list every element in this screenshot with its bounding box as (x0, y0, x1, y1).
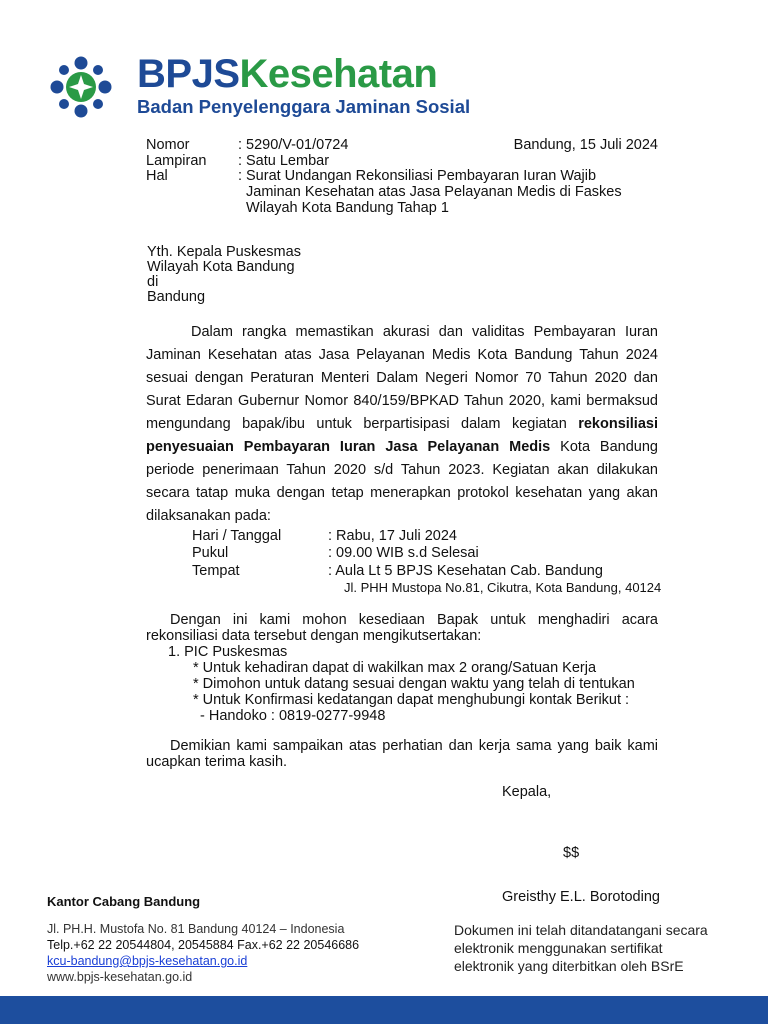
letter-date: Bandung, 15 Juli 2024 (513, 137, 658, 153)
signature-mark: $$ (563, 845, 580, 861)
brand-bpjs: BPJS (137, 52, 240, 96)
nomor-value: 5290/V-01/0724 (246, 137, 349, 153)
body-bold-text: rekonsiliasi penyesuaian Pembayaran Iuran Jasa Pelayanan Medis (146, 416, 658, 455)
body-paragraph (146, 321, 658, 528)
request-contact: - Handoko : 0819-0277-9948 (200, 708, 386, 724)
recipient-line: Bandung (147, 289, 206, 305)
event-place-row (192, 563, 662, 580)
signatory-title: Kepala, (502, 784, 552, 800)
event-place-label: Tempat (192, 563, 240, 579)
request-intro: Dengan ini kami mohon kesediaan Bapak untuk menghadiri acara rekonsiliasi data tersebut dengan mengikutsertakan: (146, 612, 658, 644)
esign-line: elektronik yang diterbitkan oleh BSrE (454, 958, 684, 974)
closing-paragraph: Demikian kami sampaikan atas perhatian dan kerja sama yang baik kami ucapkan terima kasih. (146, 738, 658, 770)
footer-email-link[interactable]: kcu-bandung@bpjs-kesehatan.go.id (47, 954, 248, 968)
signatory-name: Greisthy E.L. Borotoding (502, 889, 660, 905)
footer-phone: Telp.+62 22 20544804, 20545884 Fax.+62 22 20546686 (47, 938, 360, 952)
nomor-label: Nomor (146, 137, 190, 153)
request-note: * Untuk kehadiran dapat di wakilkan max 2 orang/Satuan Kerja (193, 660, 597, 676)
hal-value: Surat Undangan Rekonsiliasi Pembayaran Iuran Wajib Jaminan Kesehatan atas Jasa Pelayanan Medis di Faskes Wilayah Kota Bandung Tahap 1 (246, 168, 622, 216)
event-day-row (192, 528, 662, 545)
footer-address: Jl. PH.H. Mustofa No. 81 Bandung 40124 – Indonesia (47, 922, 345, 936)
request-item: 1. PIC Puskesmas (168, 644, 288, 660)
esign-note (454, 921, 708, 975)
event-time-row (192, 545, 662, 562)
recipient-block (147, 245, 301, 305)
meta-lampiran (146, 153, 658, 169)
meta-hal (146, 168, 658, 216)
event-time-label: Pukul (192, 545, 229, 561)
recipient-line: Wilayah Kota Bandung (147, 259, 295, 275)
esign-line: Dokumen ini telah ditandatangani secara (454, 922, 708, 938)
footer-office-name: Kantor Cabang Bandung (47, 894, 201, 909)
recipient-line: Yth. Kepala Puskesmas (147, 244, 301, 260)
request-note: * Untuk Konfirmasi kedatangan dapat menghubungi kontak Berikut : (193, 692, 630, 708)
footer-bar (0, 996, 768, 1024)
esign-line: elektronik menggunakan sertifikat (454, 940, 663, 956)
footer-contact-block (47, 921, 359, 985)
colon: : (238, 168, 243, 184)
body-text: Kota Bandung periode penerimaan Tahun 2020 s/d Tahun 2023. Kegiatan akan dilakukan secara tatap muka dengan tetap menerapkan protokol kesehatan yang akan dilaksanakan pada: (146, 439, 658, 524)
event-address: Jl. PHH Mustopa No.81, Cikutra, Kota Bandung, 40124 (344, 580, 662, 595)
request-block (146, 612, 658, 724)
event-day-label: Hari / Tanggal (192, 528, 282, 544)
recipient-line: di (147, 274, 159, 290)
colon: : (238, 153, 243, 169)
colon: : (238, 137, 243, 153)
bpjs-logo-icon (50, 56, 112, 118)
request-note: * Dimohon untuk datang sesuai dengan waktu yang telah di tentukan (193, 676, 635, 692)
event-time-value: : 09.00 WIB s.d Selesai (328, 545, 479, 561)
brand-name (137, 52, 470, 96)
lampiran-value: Satu Lembar (246, 153, 330, 169)
footer-website: www.bpjs-kesehatan.go.id (47, 970, 193, 984)
brand-subtitle: Badan Penyelenggara Jaminan Sosial (137, 96, 471, 117)
event-place-value: : Aula Lt 5 BPJS Kesehatan Cab. Bandung (328, 563, 603, 579)
hal-label: Hal (146, 168, 168, 184)
body-text: Dalam rangka memastikan akurasi dan validitas Pembayaran Iuran Jaminan Kesehatan atas Jasa Pelayanan Medis Kota Bandung Tahun 2024 sesuai dengan Peraturan Menteri Dalam Negeri Nomor 70 Tahun 2020 dan Surat Edaran Gubernur Nomor 840/159/BPKAD Tahun 2020, kami bermaksud mengundang bapak/ibu untuk berpartisipasi dalam kegiatan (146, 324, 658, 432)
brand-kesehatan: Kesehatan (239, 52, 438, 96)
lampiran-label: Lampiran (146, 153, 207, 169)
brand-block (137, 52, 470, 118)
event-day-value: : Rabu, 17 Juli 2024 (328, 528, 457, 544)
